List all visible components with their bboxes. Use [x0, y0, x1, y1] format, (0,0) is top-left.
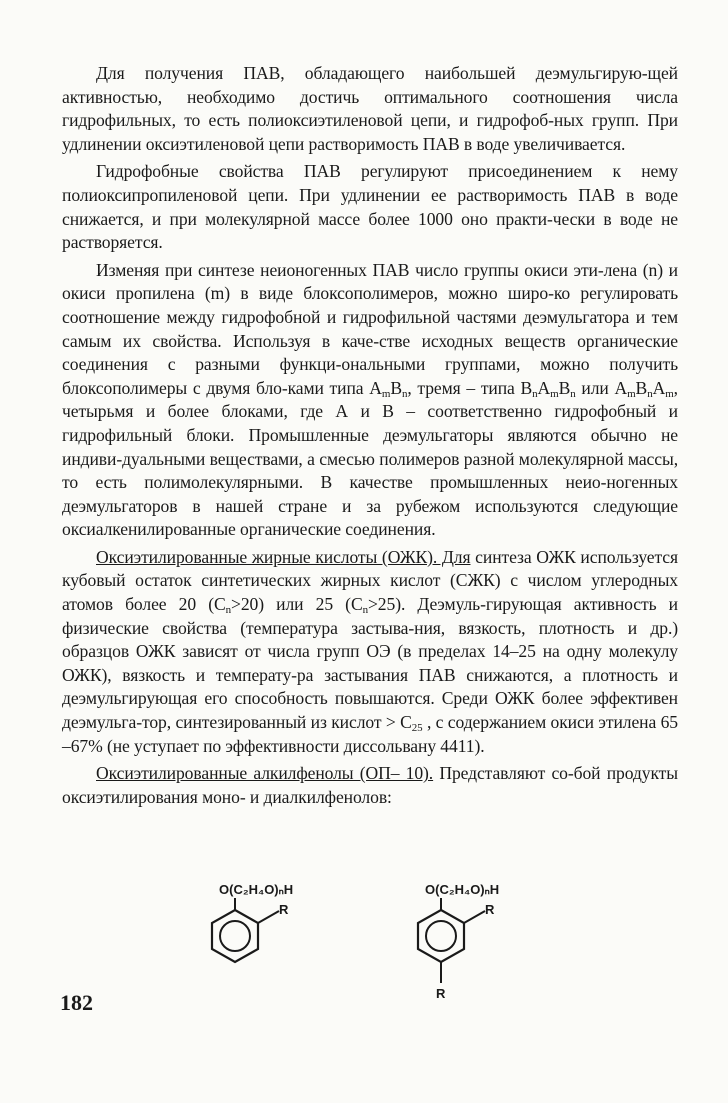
paragraph-3-mid-2: или [575, 377, 615, 398]
section-title-ozhk: Оксиэтилированные жирные кислоты (ОЖК). Для [96, 546, 471, 567]
paragraph-4: Оксиэтилированные жирные кислоты (ОЖК). Для синтеза ОЖК используется кубовый остаток синтетических жирных кислот (СЖК) с числом углеродных атомов более 20 $(C_n>20)$ или 25 $(C_n>25)$. Деэмуль-гирующая активность и физические свойства (температура застыва-ния, вязкость, плотность и др.) образцов ОЖК зависят от числа групп ОЭ (в пределах 14–25 на одну молекулу ОЖК), вязкость и температу-ра застывания ПАВ снижаются, а плотность и деэмульгирующая его способность повышаются. Среди ОЖК более эффективен деэмульга-тор, синтезированный из кислот > $C_{25}$ , с содержанием окиси этилена 65 –67% (не уступает по эффективности диссольвану 4411). [62, 546, 678, 756]
paragraph-3-text-b: , четырьмя и более блоками, где А и В – соответственно гидрофобный и гидрофильный блоки. Промышленные деэмульгаторы являются обычно не индиви-дуальными веществами, а смесью полимеров разной молекулярной массы, то есть полимолекулярными. В качестве промышленных неио-ногенных деэмульгаторов в нашей стране и за рубежом используются следующие оксиалкенилированные органические соединения. [62, 377, 678, 540]
paragraph-3-mid-1: , тремя – типа [407, 377, 521, 398]
structural-formulas [0, 880, 728, 1030]
paragraph-3-text-a: Изменяя при синтезе неионогенных ПАВ число группы окиси эти-лена (n) и окиси пропилена (m) в виде блоксополимеров, можно широ-ко регулировать соотношение между гидрофобной и гидрофильной частями деэмульгатора и тем самым их свойства. Используя в каче-стве исходных веществ органические соединения с разными функци-ональными группами, можно получить блоксополимеры с двумя бло-ками типа [62, 259, 678, 398]
formula-right-top-group: O(C₂H₄O)ₙH [425, 882, 500, 897]
paragraph-2-text: Гидрофобные свойства ПАВ регулируют присоединением к нему полиоксипропиленовой цепи. При удлинении ее растворимость ПАВ в воде снижается, и при молекулярной массе более 1000 оно практи-чески в воде не растворяется. [62, 161, 678, 253]
formula-right-para-substituent: R [436, 986, 446, 1001]
page-number: 182 [60, 990, 93, 1015]
paragraph-1-text: Для получения ПАВ, обладающего наибольшей деэмульгирую-щей активностью, необходимо достичь оптимального соотношения числа гидрофильных, то есть полиоксиэтиленовой цепи, и гидрофоб-ных групп. При удлинении оксиэтиленовой цепи растворимость ПАВ в воде увеличивается. [62, 63, 678, 154]
formula-left-substituent: R [279, 902, 289, 917]
formula-left-top-group: O(C₂H₄O)ₙH [219, 882, 294, 897]
paragraph-1 [62, 62, 678, 156]
formula-right-ortho-substituent: R [485, 902, 495, 917]
block-type-AB: $A_mB_n$ [369, 377, 408, 400]
paragraph-5: Оксиэтилированные алкилфенолы (ОП– 10). Представляют со-бой продукты оксиэтилирования моно- и диалкилфенолов: [62, 763, 678, 807]
block-type-ABA: $A_mB_nA_m$ [614, 377, 674, 400]
section-title-op10: Оксиэтилированные алкилфенолы (ОП– 10). [96, 763, 434, 784]
page-body [62, 62, 678, 813]
block-type-BAB: $B_nA_mB_n$ [520, 377, 576, 400]
monoalkylphenol-formula [195, 880, 345, 990]
dialkylphenol-formula [395, 880, 545, 1030]
paragraph-2 [62, 160, 678, 254]
paragraph-3 [62, 259, 678, 542]
